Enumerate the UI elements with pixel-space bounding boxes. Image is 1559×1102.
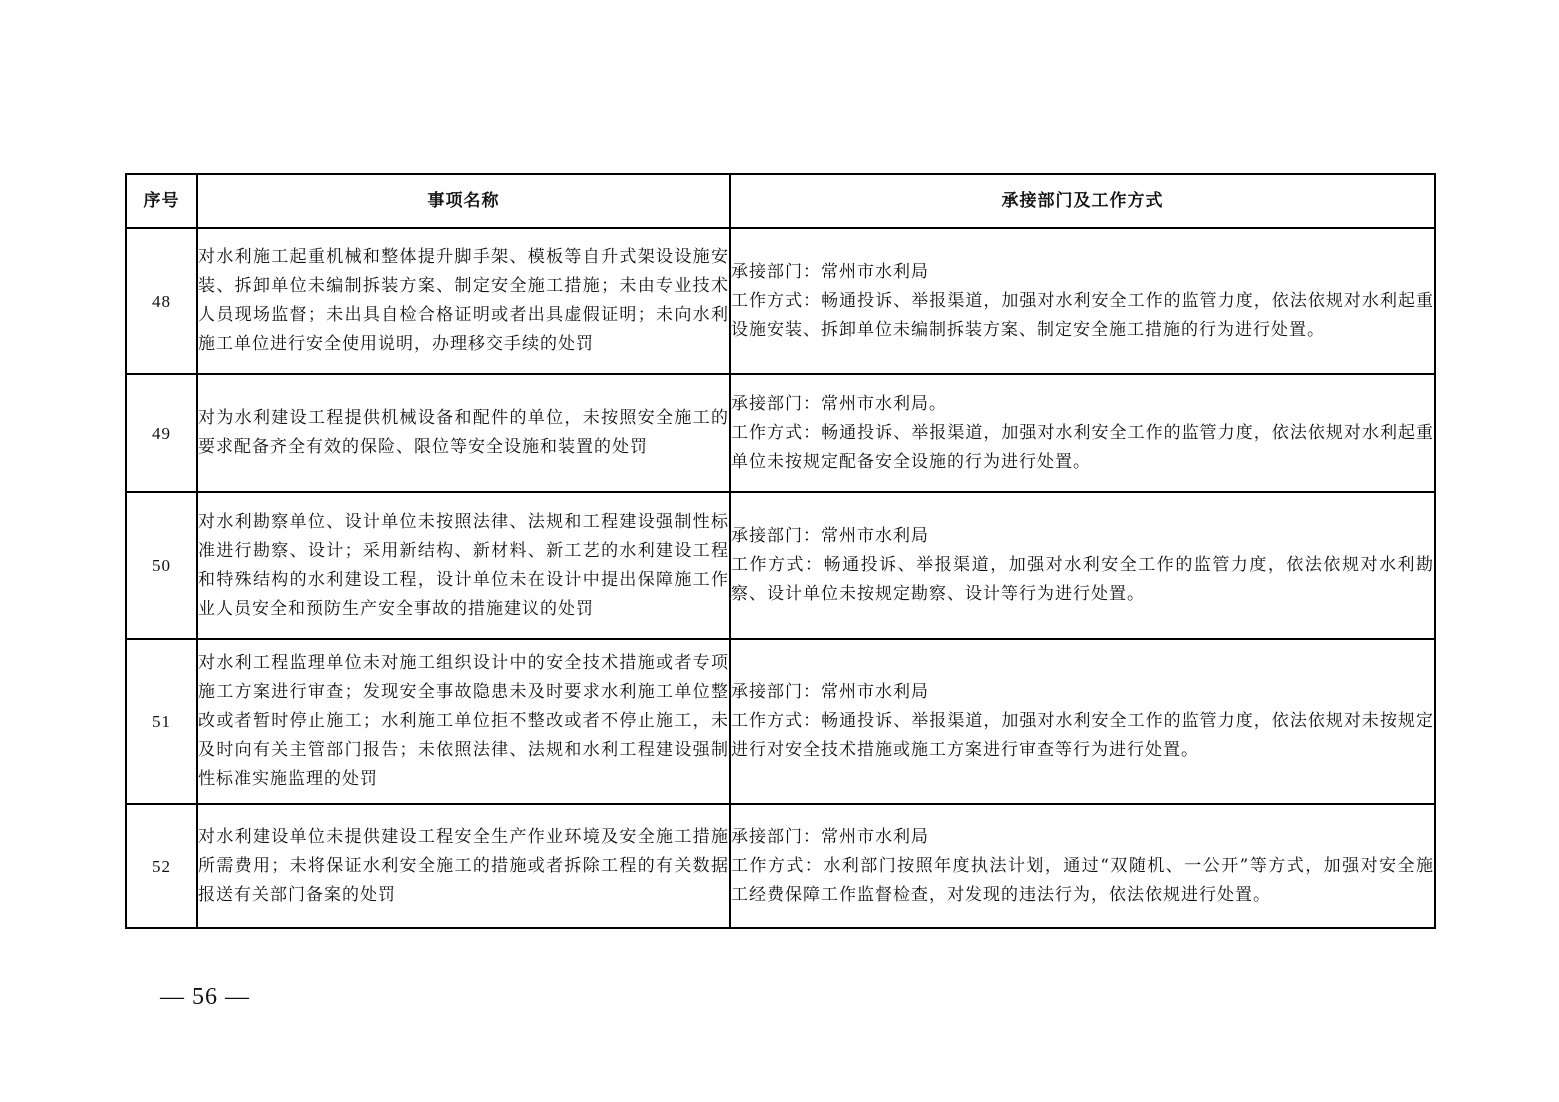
method-text: 工作方式：畅通投诉、举报渠道，加强对水利安全工作的监管力度，依法依规对水利起重单位未按规定配备安全设施的行为进行处置。 <box>731 422 1434 472</box>
table-header-row <box>126 174 1435 228</box>
row-department-method <box>730 804 1435 928</box>
department-line: 承接部门：常州市水利局 <box>731 826 929 847</box>
department-line: 承接部门：常州市水利局 <box>731 682 929 702</box>
department-line: 承接部门：常州市水利局。 <box>731 393 947 414</box>
header-item-name: 事项名称 <box>197 174 730 228</box>
row-seq: 50 <box>126 492 197 639</box>
table-row <box>126 804 1435 928</box>
row-seq: 52 <box>126 804 197 928</box>
item-table <box>125 173 1436 929</box>
row-seq: 51 <box>126 639 197 804</box>
row-department-method <box>730 374 1435 492</box>
page-number: — 56 — <box>160 984 250 1010</box>
row-item-name: 对水利工程监理单位未对施工组织设计中的安全技术措施或者专项施工方案进行审查；发现安全事故隐患未及时要求水利施工单位整改或者暂时停止施工；水利施工单位拒不整改或者不停止施工，未及时向有关主管部门报告；未依照法律、法规和水利工程建设强制性标准实施监理的处罚 <box>197 639 730 804</box>
row-item-name: 对水利勘察单位、设计单位未按照法律、法规和工程建设强制性标准进行勘察、设计；采用新结构、新材料、新工艺的水利建设工程和特殊结构的水利建设工程，设计单位未在设计中提出保障施工作业人员安全和预防生产安全事故的措施建议的处罚 <box>197 492 730 639</box>
table-row <box>126 639 1435 804</box>
header-department-method: 承接部门及工作方式 <box>730 174 1435 228</box>
table-row <box>126 492 1435 639</box>
method-text: 工作方式：畅通投诉、举报渠道，加强对水利安全工作的监管力度，依法依规对水利起重设施安装、拆卸单位未编制拆装方案、制定安全施工措施的行为进行处置。 <box>731 290 1434 340</box>
method-text: 工作方式：畅通投诉、举报渠道，加强对水利安全工作的监管力度，依法依规对未按规定进行对安全技术措施或施工方案进行审查等行为进行处置。 <box>731 711 1434 760</box>
row-department-method <box>730 228 1435 374</box>
row-item-name: 对水利施工起重机械和整体提升脚手架、模板等自升式架设设施安装、拆卸单位未编制拆装方案、制定安全施工措施；未由专业技术人员现场监督；未出具自检合格证明或者出具虚假证明；未向水利施工单位进行安全使用说明，办理移交手续的处罚 <box>197 228 730 374</box>
row-department-method <box>730 639 1435 804</box>
department-line: 承接部门：常州市水利局 <box>731 261 929 282</box>
table-row <box>126 374 1435 492</box>
table-row <box>126 228 1435 374</box>
department-line: 承接部门：常州市水利局 <box>731 526 929 546</box>
row-seq: 49 <box>126 374 197 492</box>
header-seq: 序号 <box>126 174 197 228</box>
row-department-method <box>730 492 1435 639</box>
method-text: 工作方式：水利部门按照年度执法计划，通过“双随机、一公开”等方式，加强对安全施工经费保障工作监督检查，对发现的违法行为，依法依规进行处置。 <box>731 855 1434 905</box>
row-seq: 48 <box>126 228 197 374</box>
row-item-name: 对水利建设单位未提供建设工程安全生产作业环境及安全施工措施所需费用；未将保证水利安全施工的措施或者拆除工程的有关数据报送有关部门备案的处罚 <box>197 804 730 928</box>
row-item-name: 对为水利建设工程提供机械设备和配件的单位，未按照安全施工的要求配备齐全有效的保险、限位等安全设施和装置的处罚 <box>197 374 730 492</box>
method-text: 工作方式：畅通投诉、举报渠道，加强对水利安全工作的监管力度，依法依规对水利勘察、设计单位未按规定勘察、设计等行为进行处置。 <box>731 555 1434 604</box>
